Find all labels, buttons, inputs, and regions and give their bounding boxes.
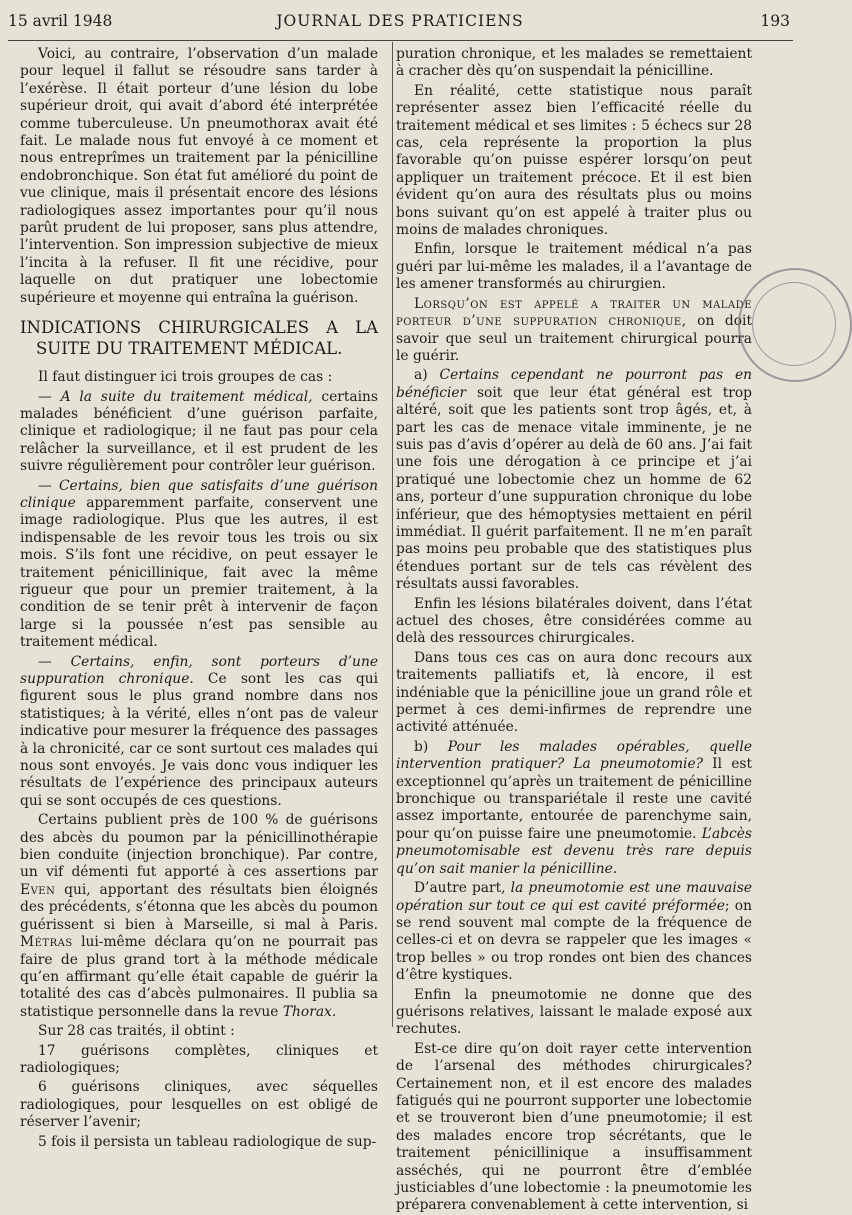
paragraph-text: Ce sont les cas qui figurent sous le plus grand nombre dans nos statistiques; à la vérité, elles n’ont pas de valeur indicative pour mesurer la fréquence des passages à la chronicité, car ce sont surtout ces malades qui nous sont envoyés. Je vais donc vous indiquer les résultats de l’expérience des principaux auteurs qui se sont occupés de ces questions. xyxy=(20,671,378,809)
emphasis: L’abcès pneumotomisable est devenu très rare depuis qu’on sait manier la pénicilline. xyxy=(396,825,752,877)
paragraph-text: lui-même déclara qu’on ne pourrait pas faire de plus grand tort à la méthode médicale qu’en affirmant qu’elle était capable de guérir la totalité des cas d’abcès pulmonaires. Il publia sa statistique personnelle dans la revue xyxy=(20,934,378,1020)
list-item: 5 fois il persista un tableau radiologique de sup- xyxy=(38,1133,377,1150)
page-number: 193 xyxy=(760,12,790,30)
section-heading: INDICATIONS CHIRURGICALES A LA SUITE DU TRAITEMENT MÉDICAL. xyxy=(20,318,378,359)
author-name: Métras xyxy=(20,934,73,951)
paragraph xyxy=(396,367,752,593)
paragraph: Enfin la pneumotomie ne donne que des guérisons relatives, laissant le malade exposé aux rechutes. xyxy=(396,986,752,1038)
column-divider xyxy=(392,42,393,1027)
item-marker: a) xyxy=(414,367,440,384)
emphasis: — Certains, enfin, sont porteurs d’une suppuration chronique. xyxy=(20,653,378,687)
paragraph: Dans tous ces cas on aura donc recours aux traitements palliatifs et, là encore, il est indéniable que la pénicilline joue un grand rôle et permet à ces demi-infirmes de reprendre une activité atténuée. xyxy=(396,649,752,736)
paragraph-text: apparemment parfaite, conservent une image radiologique. Plus que les autres, il est indispensable de les revoir tous les trois ou six mois. S’ils font une récidive, on peut essayer le traitement pénicillinique, fait avec la même rigueur que pour un premier traitement, à la condition de se tenir prêt à intervenir de façon large si la poussée n’est pas sensible au traitement médical. xyxy=(20,494,378,651)
paragraph-text: Il est exceptionnel qu’après un traitement de pénicilline bronchique ou transpariétale il reste une cavité assez importante, entourée de parenchyme sain, pour qu’on puisse faire une pneumotomie. xyxy=(396,756,752,842)
paragraph: Enfin, lorsque le traitement médical n’a pas guéri par lui-même les malades, il a l’avantage de les amener transformés au chirurgien. xyxy=(396,241,752,293)
paragraph xyxy=(20,389,378,476)
list-item: 17 guérisons complètes, cliniques et radiologiques; xyxy=(20,1042,378,1076)
small-caps-lead: Lorsqu’on est appelé a traiter un malade porteur d’une suppuration chronique, xyxy=(396,295,752,330)
paragraph: Est-ce dire qu’on doit rayer cette intervention de l’arsenal des méthodes chirurgicales? Certainement non, et il est encore des malades fatigués qui ne pourront supporter une lobectomie et se trouveront bien d’une pneumotomie; il est des malades encore trop sécrétants, que le traitement pénicillinique a insuffisamment asséchés, qui ne pourront être d’emblée justiciables d’une lobectomie : la pneumotomie les préparera convenablement à cette intervention, si xyxy=(396,1040,752,1214)
emphasis: Pour les malades opérables, quelle intervention pratiquer? La pneumotomie? xyxy=(396,738,752,773)
paragraph xyxy=(20,812,378,1021)
paragraph-text: qui, apportant des résultats bien éloignés des précédents, s’étonna que les abcès du poumon guérissent si bien à Marseille, si mal à Paris. xyxy=(20,881,378,933)
right-column xyxy=(396,46,753,1214)
paragraph xyxy=(20,654,378,811)
journal-title: JOURNAL DES PRATICIENS xyxy=(276,12,524,30)
paragraph: Il faut distinguer ici trois groupes de cas : xyxy=(38,369,333,386)
paragraph xyxy=(396,296,752,366)
emphasis: — A la suite du traitement médical, xyxy=(38,388,313,405)
paragraph xyxy=(396,880,752,984)
journal-reference: Thorax. xyxy=(282,1003,337,1020)
paragraph-text: Certains publient près de 100 % de guérisons des abcès du poumon par la pénicillinothérapie bien conduite (injection bronchique). Par contre, un vif démenti fut apporté à ces assertions par xyxy=(20,812,378,881)
page-header xyxy=(0,0,800,40)
left-column xyxy=(20,46,378,1150)
paragraph-text: certains malades bénéficient d’une guérison parfaite, clinique et radiologique; il ne faut pas pour cela relâcher la surveillance, et il est prudent de les suivre régulièrement pour contrôler leur guérison. xyxy=(20,388,378,475)
library-stamp xyxy=(738,268,852,382)
paragraph: En réalité, cette statistique nous paraît représenter assez bien l’efficacité réelle du traitement médical et ses limites : 5 échecs sur 28 cas, cela représente la proportion la plus favorable qu’on puisse espérer lorsqu’on peut appliquer un traitement précoce. Et il est bien évident qu’on aura des résultats plus ou moins bons suivant qu’on est appelé à traiter plus ou moins de malades chroniques. xyxy=(396,82,752,239)
header-rule xyxy=(8,40,793,41)
paragraph: puration chronique, et les malades se remettaient à cracher dès qu’on suspendait la pénicilline. xyxy=(396,46,752,80)
item-marker: b) xyxy=(414,738,448,755)
issue-date: 15 avril 1948 xyxy=(8,12,113,30)
paragraph xyxy=(20,478,378,652)
paragraph: Sur 28 cas traités, il obtint : xyxy=(38,1023,235,1040)
emphasis: Certains cependant ne pourront pas en bénéficier xyxy=(396,367,752,401)
paragraph xyxy=(396,739,752,878)
paragraph-text: ; on se rend souvent mal compte de la fréquence de celles-ci et on devra se rappeler que les images « trop belles » ou trop rondes ont bien des chances d’être kystiques. xyxy=(396,897,752,984)
author-name: Even xyxy=(20,881,56,898)
paragraph: Enfin les lésions bilatérales doivent, dans l’état actuel des choses, être considérées comme au delà des ressources chirurgicales. xyxy=(396,595,752,647)
paragraph: Voici, au contraire, l’observation d’un malade pour lequel il fallut se résoudre sans tarder à l’exérèse. Il était porteur d’une lésion du lobe supérieur droit, qui avait d’abord été interprétée comme tuberculeuse. Un pneumothorax avait été fait. Le malade nous fut envoyé à ce moment et nous entreprîmes un traitement par la pénicilline endobronchique. Son état fut amélioré du point de vue clinique, mais il présentait encore des lésions radiologiques assez importantes pour qu’il nous parût prudent de lui proposer, sans plus attendre, l’intervention. Son impression subjective de mieux l’incita à la refuser. Il fit une récidive, pour laquelle on dut pratiquer une lobectomie supérieure et moyenne qui entraîna la guérison. xyxy=(20,46,378,306)
emphasis: la pneumotomie est une mauvaise opération sur tout ce qui est cavité préformée xyxy=(396,880,753,914)
paragraph-text: on doit savoir que seul un traitement chirurgical pourra le guérir. xyxy=(396,313,752,364)
paragraph-text: D’autre part, xyxy=(414,880,511,897)
list-item: 6 guérisons cliniques, avec séquelles radiologiques, pour lesquelles on est obligé de réserver l’avenir; xyxy=(20,1079,378,1131)
emphasis: — Certains, bien que satisfaits d’une guérison clinique xyxy=(20,477,378,511)
paragraph-text: soit que leur état général est trop altéré, soit que les patients sont trop âgés, et, à part les cas de menace vitale imminente, je ne suis pas d’avis d’opérer au delà de 60 ans. J’ai fait une fois une dérogation à ce principe et j’ai pratiqué une lobectomie chez un homme de 62 ans, porteur d’une suppuration chronique du lobe inférieur, que des hémoptysies mettaient en péril immédiat. Il guérit parfaitement. Il ne m’en paraît pas moins peu probable que des statistiques plus étendues portant sur de tels cas révèlent des résultats aussi favorables. xyxy=(396,384,752,593)
